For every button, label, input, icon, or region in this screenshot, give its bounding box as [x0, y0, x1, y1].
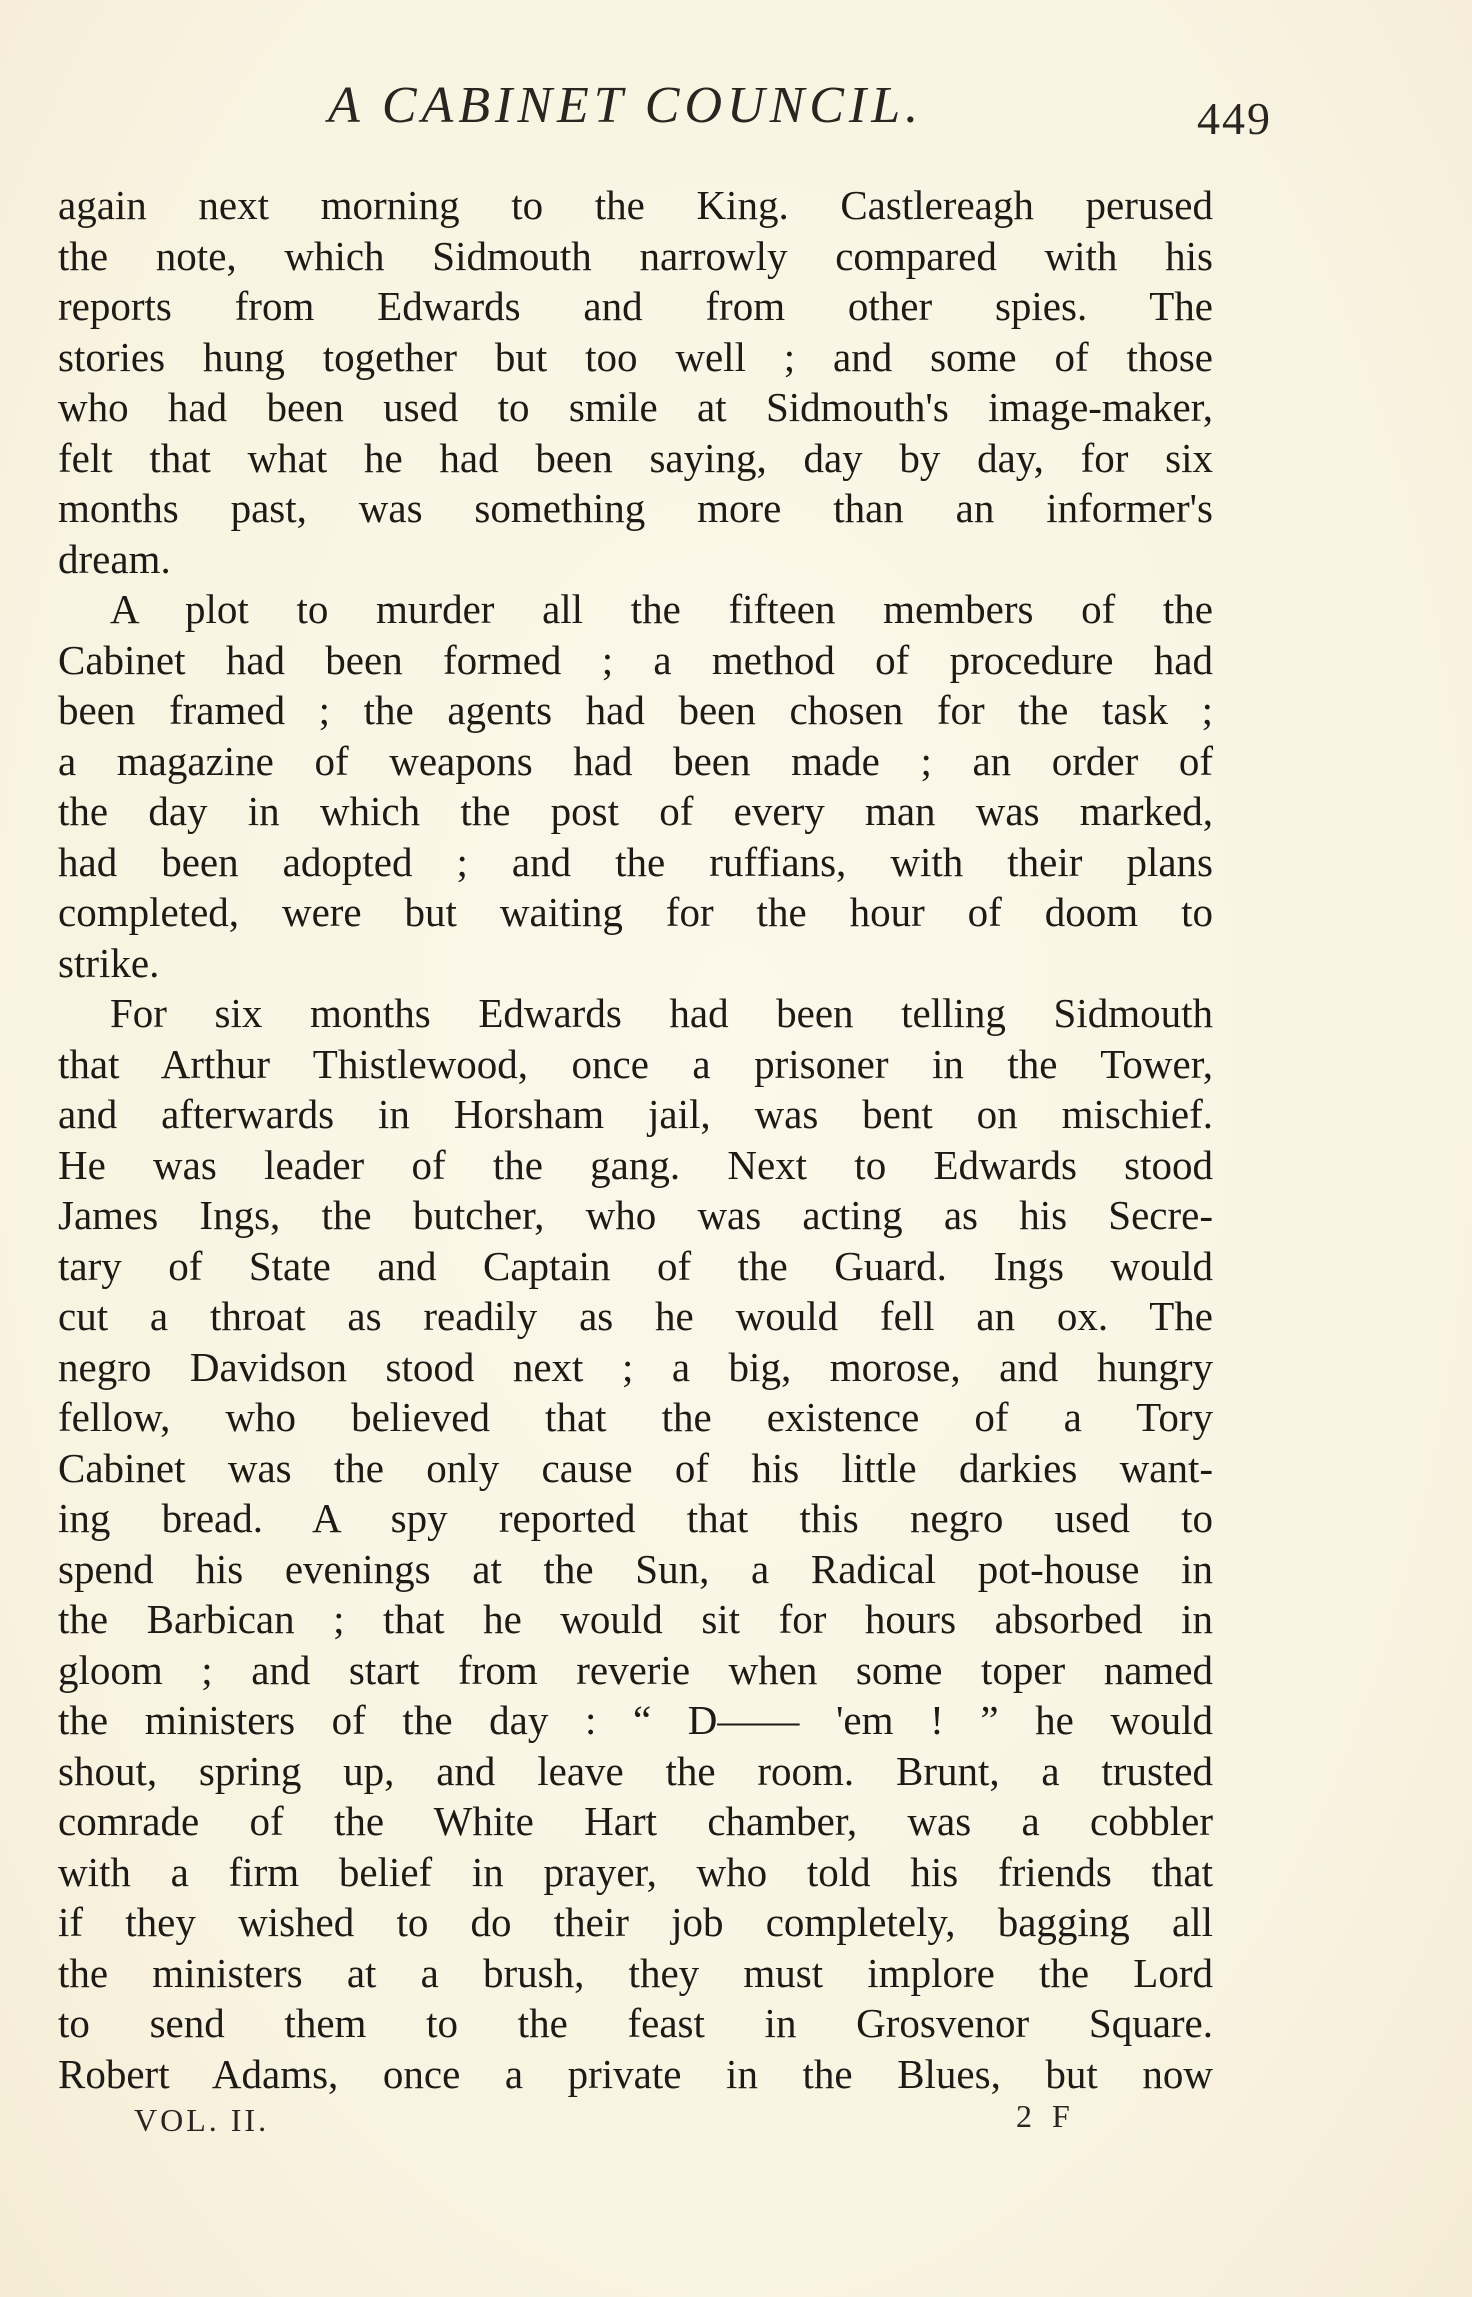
text-line: to send them to the feast in Grosvenor Square. [58, 2000, 1213, 2046]
text-line: had been adopted ; and the ruffians, with their plans [58, 838, 1213, 885]
running-head [58, 76, 1272, 146]
page-footer [134, 2098, 1094, 2152]
text-line: fellow, who believed that the existence of a Tory [58, 1394, 1213, 1440]
paragraph-end-line: strike. [58, 939, 160, 986]
paragraph-start-line: For six months Edwards had been telling Sidmouth [110, 990, 1213, 1036]
text-line: if they wished to do their job completely, bagging all [58, 1899, 1213, 1945]
text-line: the ministers at a brush, they must implore the Lord [58, 1949, 1213, 1996]
paragraph-end-line: dream. [58, 535, 171, 582]
text-line: shout, spring up, and leave the room. Brunt, a trusted [58, 1747, 1213, 1794]
volume-label: VOL. II. [134, 2102, 270, 2138]
text-line: been framed ; the agents had been chosen for the task ; [58, 687, 1213, 733]
text-line: Cabinet was the only cause of his little darkies want- [58, 1444, 1213, 1491]
text-line: the note, which Sidmouth narrowly compared with his [58, 232, 1213, 279]
text-line: tary of State and Captain of the Guard. Ings would [58, 1242, 1213, 1289]
text-line: spend his evenings at the Sun, a Radical pot-house in [58, 1545, 1213, 1592]
text-line: the ministers of the day : “ D—— 'em ! ” he would [58, 1697, 1213, 1743]
text-line: gloom ; and start from reverie when some toper named [58, 1646, 1213, 1693]
text-line: reports from Edwards and from other spies. The [58, 283, 1213, 329]
text-line: completed, were but waiting for the hour of doom to [58, 889, 1213, 935]
paragraph-start-line: A plot to murder all the fifteen members of the [110, 586, 1213, 632]
text-line: that Arthur Thistlewood, once a prisoner in the Tower, [58, 1040, 1213, 1087]
text-line: Cabinet had been formed ; a method of procedure had [58, 636, 1213, 683]
text-line: with a firm belief in prayer, who told his friends that [58, 1848, 1213, 1895]
signature-mark: 2 F [1016, 2098, 1076, 2134]
text-line: comrade of the White Hart chamber, was a cobbler [58, 1798, 1213, 1844]
text-line: James Ings, the butcher, who was acting as his Secre- [58, 1192, 1213, 1238]
text-line: again next morning to the King. Castlereagh perused [58, 182, 1213, 228]
running-title: A CABINET COUNCIL. [328, 77, 924, 134]
text-line: months past, was something more than an informer's [58, 485, 1213, 531]
text-line: cut a throat as readily as he would fell an ox. The [58, 1293, 1213, 1339]
text-line: ing bread. A spy reported that this negro used to [58, 1495, 1213, 1541]
text-line: negro Davidson stood next ; a big, morose, and hungry [58, 1343, 1213, 1390]
body-text [58, 180, 1213, 2099]
text-line: the Barbican ; that he would sit for hours absorbed in [58, 1596, 1213, 1642]
text-line: and afterwards in Horsham jail, was bent on mischief. [58, 1091, 1213, 1137]
text-line: the day in which the post of every man was marked, [58, 788, 1213, 834]
text-line: a magazine of weapons had been made ; an order of [58, 737, 1213, 784]
text-line: He was leader of the gang. Next to Edwards stood [58, 1141, 1213, 1188]
text-line: Robert Adams, once a private in the Blues, but now [58, 2050, 1213, 2097]
page-number: 449 [1197, 93, 1272, 144]
text-line: who had been used to smile at Sidmouth's image-maker, [58, 384, 1213, 430]
text-line: felt that what he had been saying, day by day, for six [58, 434, 1213, 481]
text-line: stories hung together but too well ; and some of those [58, 333, 1213, 380]
